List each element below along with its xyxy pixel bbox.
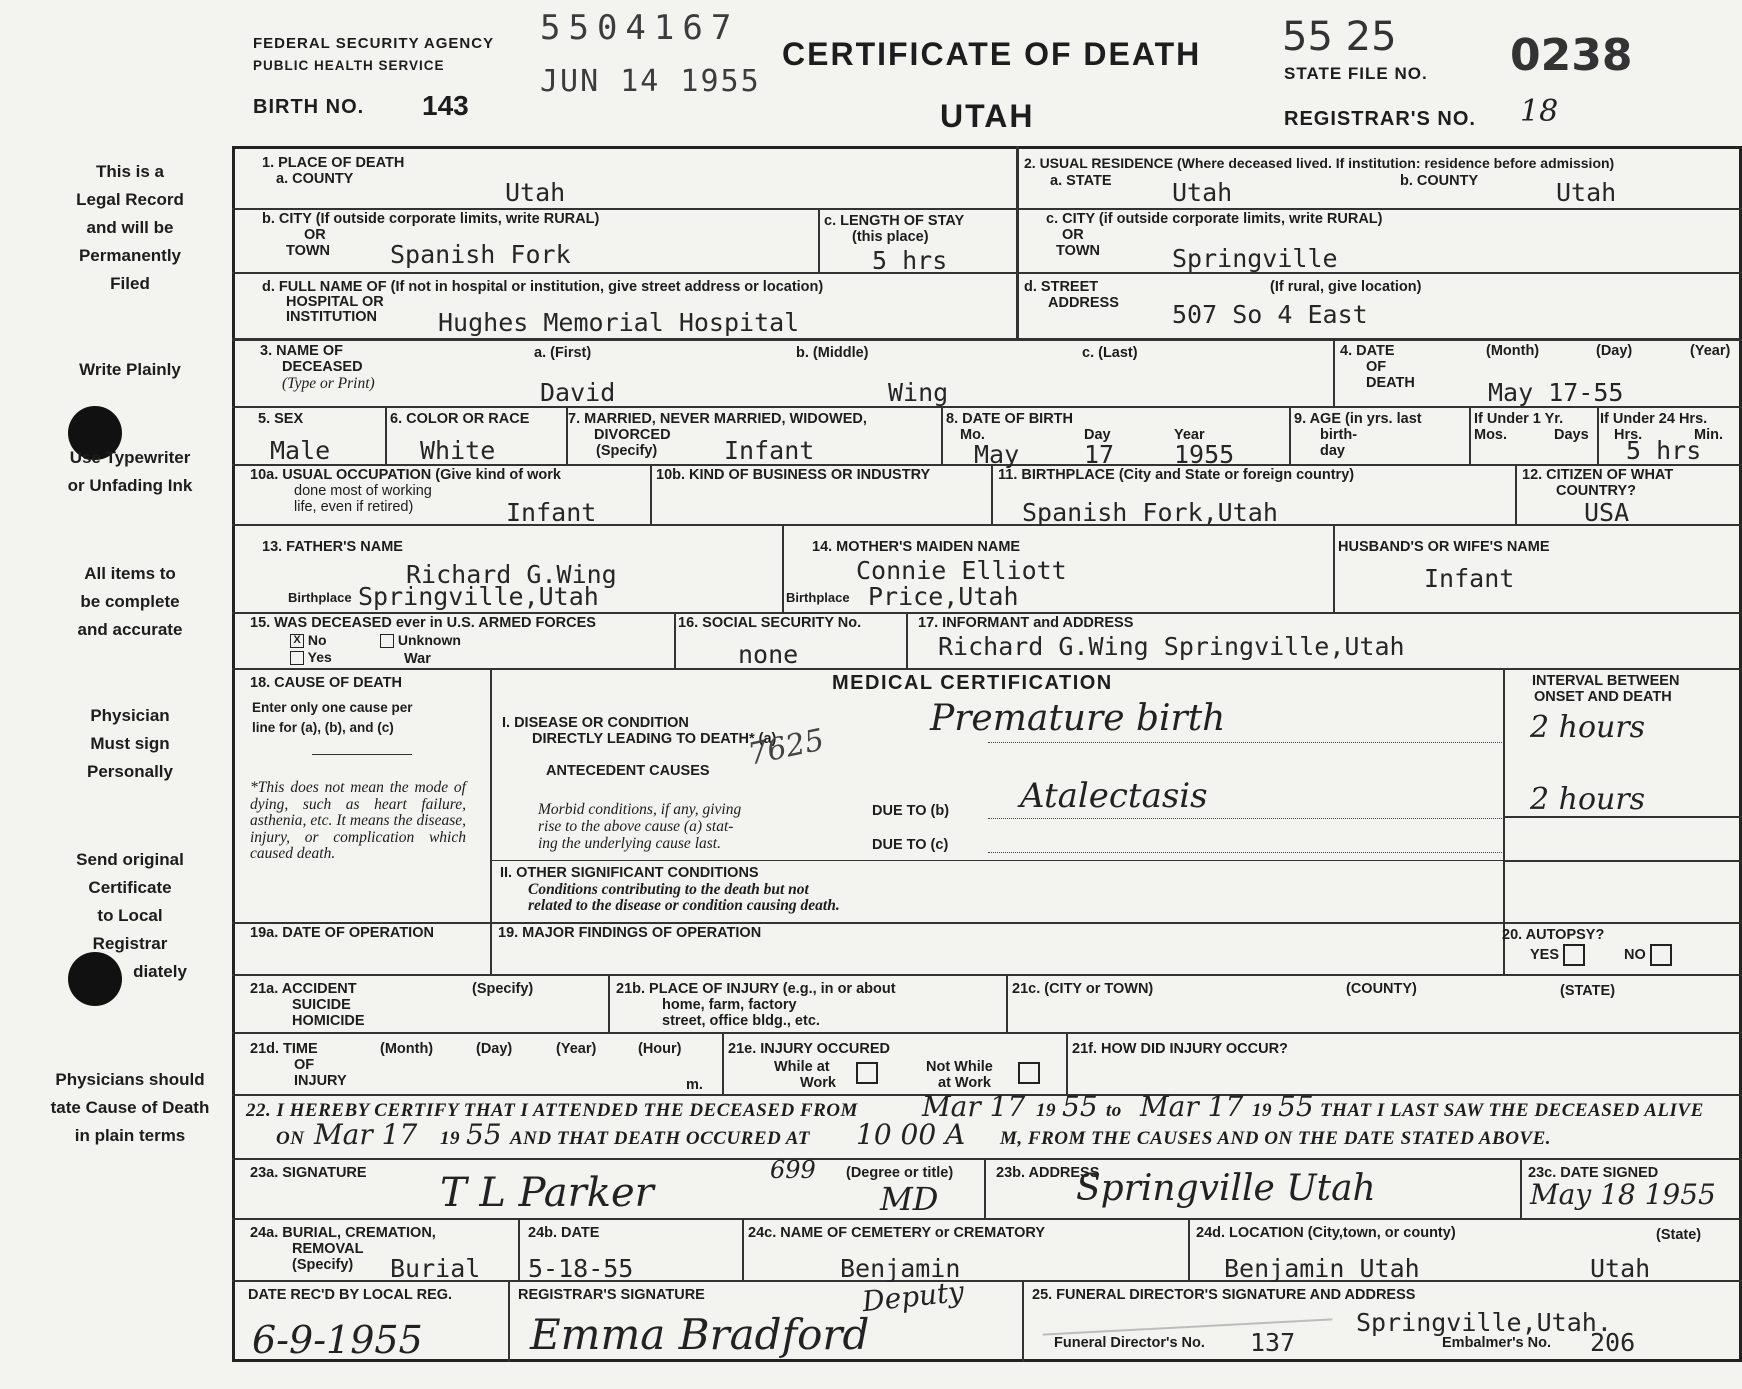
label-last: c. (Last) <box>1082 345 1138 361</box>
cert-statement-2: THAT I LAST SAW THE DECEASED ALIVE <box>1320 1100 1704 1121</box>
label-specify: (Specify) <box>596 443 658 459</box>
label-removal: REMOVAL <box>292 1241 364 1257</box>
label-marital: 7. MARRIED, NEVER MARRIED, WIDOWED, <box>568 411 867 427</box>
label-country: COUNTRY? <box>1556 483 1637 499</box>
service-name: PUBLIC HEALTH SERVICE <box>253 58 445 73</box>
sidebar-notice-physician <box>30 702 230 786</box>
label-or: OR <box>1062 227 1084 243</box>
date-received: 6-9-1955 <box>252 1318 423 1362</box>
cemetery: Benjamin <box>840 1254 961 1283</box>
sidebar-line: in plain terms <box>74 1126 186 1145</box>
label-disease-2: DIRECTLY LEADING TO DEATH* (a) <box>532 731 777 747</box>
label-day-word: day <box>1320 443 1345 459</box>
sidebar-line: and accurate <box>77 620 183 639</box>
label-deceased: DECEASED <box>282 359 363 375</box>
label-under-24-hrs: If Under 24 Hrs. <box>1600 411 1708 427</box>
label-social-security: 16. SOCIAL SECURITY No. <box>678 615 862 631</box>
dotted-line <box>988 818 1502 819</box>
cert-statement-4: M, FROM THE CAUSES AND ON THE DATE STATED ABOVE. <box>1000 1128 1552 1149</box>
label-occupation: 10a. USUAL OCCUPATION (Give kind of work <box>250 467 561 483</box>
signature-code: 699 <box>770 1156 816 1184</box>
physician-address: Springville Utah <box>1076 1168 1376 1209</box>
sidebar-line: Send original <box>76 850 184 869</box>
label-autopsy: 20. AUTOPSY? <box>1502 927 1605 943</box>
label-major-findings: 19. MAJOR FINDINGS OF OPERATION <box>498 925 762 941</box>
sidebar-line: or Unfading Ink <box>67 476 193 495</box>
label-divorced: DIVORCED <box>594 427 671 443</box>
label-injury-occured: 21e. INJURY OCCURED <box>728 1041 890 1057</box>
residence-state: Utah <box>1172 178 1233 207</box>
cert-on-year: 55 <box>466 1118 502 1151</box>
death-county: Utah <box>505 178 566 207</box>
father-birthplace: Springville,Utah <box>358 582 599 611</box>
label-name-of: 3. NAME OF <box>260 343 343 359</box>
label-length-of-stay: c. LENGTH OF STAY <box>824 213 965 229</box>
sidebar-line: All items to <box>84 564 176 583</box>
checkbox-unknown[interactable] <box>380 634 394 648</box>
label-hospital-or: HOSPITAL OR <box>286 294 384 310</box>
interval-a: 2 hours <box>1530 710 1646 745</box>
checkbox-yes[interactable] <box>290 651 304 665</box>
label-burial: 24a. BURIAL, CREMATION, <box>250 1225 436 1241</box>
sidebar-notice-send <box>30 846 230 986</box>
cert-19c: 19 <box>440 1128 460 1149</box>
label-registrar-signature: REGISTRAR'S SIGNATURE <box>518 1287 705 1303</box>
label-first: a. (First) <box>534 345 592 361</box>
armed-forces-yes <box>290 649 332 665</box>
label-line-abc: line for (a), (b), and (c) <box>252 720 394 735</box>
label-interval: INTERVAL BETWEEN <box>1532 673 1680 689</box>
sidebar-line: Certificate <box>88 878 172 897</box>
label-year: (Year) <box>1690 343 1731 359</box>
checkbox-autopsy-yes[interactable] <box>1563 944 1585 966</box>
label-place-of-death: 1. PLACE OF DEATH <box>262 155 405 171</box>
sidebar-notice-cause <box>20 1066 240 1150</box>
autopsy-no <box>1624 944 1672 966</box>
label-date: 4. DATE <box>1340 343 1395 359</box>
birth-no-label: BIRTH NO. <box>253 96 365 118</box>
occupation: Infant <box>506 498 597 527</box>
label-embalmer-no: Embalmer's No. <box>1442 1335 1552 1351</box>
label-homicide: HOMICIDE <box>292 1013 365 1029</box>
label-of: OF <box>1366 359 1387 375</box>
cemetery-state: Utah <box>1590 1254 1651 1283</box>
label-place-2: home, farm, factory <box>662 997 797 1013</box>
label-citizen: 12. CITIZEN OF WHAT <box>1522 467 1674 483</box>
label-no: No <box>307 632 327 648</box>
label-this-place: (this place) <box>852 229 929 245</box>
cert-statement-1: 22. I HEREBY CERTIFY THAT I ATTENDED THE DECEASED FROM <box>246 1100 858 1121</box>
sidebar-line: Permanently <box>78 246 182 265</box>
sidebar-line: Filed <box>110 274 150 293</box>
label-not-while: Not While <box>926 1059 993 1075</box>
cert-death-time: 10 00 A <box>856 1118 966 1151</box>
label-funeral-director-no: Funeral Director's No. <box>1054 1335 1205 1351</box>
sidebar-line: diately <box>133 962 187 981</box>
registrar-no: 18 <box>1520 94 1559 129</box>
funeral-director-no: 137 <box>1250 1328 1296 1357</box>
label-how-injury: 21f. HOW DID INJURY OCCUR? <box>1072 1041 1288 1057</box>
label-hours: Hrs. <box>1614 427 1643 443</box>
label-res-county: b. COUNTY <box>1400 173 1479 189</box>
social-security-no: none <box>738 640 799 669</box>
label-cemetery: 24c. NAME OF CEMETERY or CREMATORY <box>748 1225 1046 1241</box>
label-war: War <box>404 651 431 667</box>
label-town: TOWN <box>286 243 331 259</box>
length-of-stay: 5 hrs <box>872 246 948 275</box>
label-morbid-1: Morbid conditions, if any, giving <box>538 801 742 818</box>
label-work: Work <box>800 1075 836 1091</box>
cert-to: to <box>1106 1100 1122 1121</box>
registrar-no-label: REGISTRAR'S NO. <box>1284 108 1476 130</box>
sidebar-notice-complete <box>30 560 230 644</box>
label-place-of-injury: 21b. PLACE OF INJURY (e.g., in or about <box>616 981 896 997</box>
birth-day: 17 <box>1084 440 1115 469</box>
label-of: OF <box>294 1057 315 1073</box>
cert-on-date: Mar 17 <box>314 1118 418 1151</box>
label-day: (Day) <box>1596 343 1633 359</box>
checkbox-autopsy-no[interactable] <box>1650 944 1672 966</box>
label-date-received: DATE REC'D BY LOCAL REG. <box>248 1287 453 1303</box>
label-specify: (Specify) <box>292 1257 354 1273</box>
label-under-1-yr: If Under 1 Yr. <box>1474 411 1564 427</box>
label-time-of-injury: 21d. TIME <box>250 1041 318 1057</box>
sidebar-line: to Local <box>97 906 163 925</box>
marital-status: Infant <box>724 436 815 465</box>
deputy-mark: Deputy <box>860 1274 966 1319</box>
label-rural-location: (If rural, give location) <box>1270 279 1422 295</box>
label-days: Days <box>1554 427 1589 443</box>
spouse-name: Infant <box>1424 564 1515 593</box>
birth-no: 143 <box>422 90 469 121</box>
sidebar-line: This is a <box>95 162 165 181</box>
label-mother-birthplace: Birthplace <box>786 590 850 605</box>
label-color-race: 6. COLOR OR RACE <box>390 411 530 427</box>
label-degree-title: (Degree or title) <box>846 1165 954 1181</box>
label-father: 13. FATHER'S NAME <box>262 539 403 555</box>
physician-signature: T L Parker <box>440 1170 654 1216</box>
label-disease-1: I. DISEASE OR CONDITION <box>502 715 689 731</box>
label-type-or-print: (Type or Print) <box>282 375 375 392</box>
armed-forces-no <box>290 632 327 648</box>
citizenship: USA <box>1584 498 1630 527</box>
label-medical-certification: MEDICAL CERTIFICATION <box>832 672 1113 694</box>
label-address: ADDRESS <box>1048 295 1119 311</box>
cemetery-location: Benjamin Utah <box>1224 1254 1420 1283</box>
label-res-city: c. CITY (if outside corporate limits, write RURAL) <box>1046 211 1383 227</box>
divider <box>490 860 1503 861</box>
divider <box>312 754 412 755</box>
label-cause-of-death: 18. CAUSE OF DEATH <box>250 675 403 691</box>
sidebar-line: Must sign <box>90 734 170 753</box>
label-signature: 23a. SIGNATURE <box>250 1165 367 1181</box>
label-autopsy-no: NO <box>1624 946 1646 963</box>
dotted-line <box>988 742 1502 743</box>
sidebar-line: Legal Record <box>76 190 184 209</box>
state-file-no: 0238 <box>1510 30 1633 81</box>
label-minutes: Min. <box>1694 427 1723 443</box>
physician-title: MD <box>880 1180 939 1218</box>
registrar-signature: Emma Bradford <box>530 1310 870 1359</box>
label-injury-day: (Day) <box>476 1041 513 1057</box>
residence-county: Utah <box>1556 178 1617 207</box>
label-birth-year: Year <box>1174 427 1205 443</box>
burial-date: 5-18-55 <box>528 1254 634 1283</box>
label-birthplace: 11. BIRTHPLACE (City and State or foreign country) <box>998 467 1355 483</box>
label-address: 23b. ADDRESS <box>996 1165 1100 1181</box>
label-month: (Month) <box>1486 343 1540 359</box>
cause-code: 7625 <box>745 722 828 773</box>
label-date-signed: 23c. DATE SIGNED <box>1528 1165 1659 1181</box>
agency-name: FEDERAL SECURITY AGENCY <box>253 35 495 52</box>
hospital-name: Hughes Memorial Hospital <box>438 308 800 337</box>
residence-city: Springville <box>1172 244 1338 273</box>
label-other-3: related to the disease or condition causing death. <box>528 897 840 914</box>
label-town: TOWN <box>1056 243 1101 259</box>
label-age: 9. AGE (in yrs. last <box>1294 411 1422 427</box>
label-birth-mo: Mo. <box>960 427 985 443</box>
sidebar-line: Use Typewriter <box>69 448 191 467</box>
label-occupation-2: done most of working <box>294 483 432 499</box>
sidebar-notice-ink <box>30 444 230 500</box>
armed-forces-unknown <box>380 632 461 648</box>
label-at-work: at Work <box>938 1075 991 1091</box>
document-state: UTAH <box>940 98 1035 134</box>
sidebar-line: and will be <box>86 218 174 237</box>
mother-maiden-name: Connie Elliott <box>856 556 1067 585</box>
residence-street: 507 So 4 East <box>1172 300 1368 329</box>
label-other-2: Conditions contributing to the death but not <box>528 881 809 898</box>
label-burial-date: 24b. DATE <box>528 1225 600 1241</box>
age-hours: 5 hrs <box>1626 436 1702 465</box>
sidebar-write-plainly: Write Plainly <box>79 360 181 379</box>
label-county: a. COUNTY <box>276 171 354 187</box>
death-city: Spanish Fork <box>390 240 571 269</box>
label-suicide: SUICIDE <box>292 997 351 1013</box>
label-accident: 21a. ACCIDENT <box>250 981 357 997</box>
label-occupation-3: life, even if retired) <box>294 499 414 515</box>
date-signed: May 18 1955 <box>1530 1178 1716 1211</box>
birthplace: Spanish Fork,Utah <box>1022 498 1278 527</box>
checkbox-while-at-work[interactable] <box>856 1062 878 1084</box>
label-due-to-b: DUE TO (b) <box>872 803 950 819</box>
cert-from-date: Mar 17 <box>922 1090 1026 1123</box>
label-antecedent: ANTECEDENT CAUSES <box>546 763 710 779</box>
sidebar-line: Physician <box>90 706 170 725</box>
disposition: Burial <box>390 1254 481 1283</box>
label-injury: INJURY <box>294 1073 347 1089</box>
deceased-middle-name: Wing <box>888 378 949 407</box>
label-informant: 17. INFORMANT and ADDRESS <box>918 615 1134 631</box>
informant: Richard G.Wing Springville,Utah <box>938 632 1405 661</box>
label-m: m. <box>686 1077 703 1093</box>
funeral-director-address: Springville,Utah. <box>1356 1308 1612 1337</box>
label-onset: ONSET AND DEATH <box>1534 689 1672 705</box>
race: White <box>420 436 496 465</box>
label-while-at: While at <box>774 1059 830 1075</box>
father-name: Richard G.Wing <box>406 560 617 589</box>
cert-to-date: Mar 17 <box>1140 1090 1244 1123</box>
stamp-date: JUN 14 1955 <box>540 64 761 99</box>
label-birth-day: Day <box>1084 427 1111 443</box>
cause-a: Premature birth <box>930 698 1226 739</box>
label-funeral-director: 25. FUNERAL DIRECTOR'S SIGNATURE AND ADDRESS <box>1032 1287 1416 1303</box>
label-father-birthplace: Birthplace <box>288 590 352 605</box>
deceased-first-name: David <box>540 378 616 407</box>
checkbox-not-while-at-work[interactable] <box>1018 1062 1040 1084</box>
label-county-21c: (COUNTY) <box>1346 981 1417 997</box>
label-date-of-birth: 8. DATE OF BIRTH <box>946 411 1074 427</box>
label-injury-year: (Year) <box>556 1041 597 1057</box>
punch-hole <box>68 952 122 1006</box>
label-autopsy-yes: YES <box>1530 946 1560 963</box>
death-date: May 17-55 <box>1488 378 1624 407</box>
sidebar-line: tate Cause of Death <box>50 1098 210 1117</box>
label-one-cause: Enter only one cause per <box>252 700 413 715</box>
label-sex: 5. SEX <box>258 411 304 427</box>
sidebar-notice-legal <box>30 158 230 298</box>
label-date-of-operation: 19a. DATE OF OPERATION <box>250 925 434 941</box>
label-middle: b. (Middle) <box>796 345 869 361</box>
birth-year: 1955 <box>1174 440 1235 469</box>
label-city-town: 21c. (CITY or TOWN) <box>1012 981 1154 997</box>
label-unknown: Unknown <box>397 632 461 648</box>
cert-to-year: 55 <box>1278 1090 1314 1123</box>
label-city: b. CITY (If outside corporate limits, write RURAL) <box>262 211 600 227</box>
state-file-label: STATE FILE NO. <box>1284 64 1428 83</box>
state-file-code: 55 25 <box>1282 14 1397 60</box>
cert-statement-3: AND THAT DEATH OCCURED AT <box>510 1128 811 1149</box>
stamp-number: 5504167 <box>540 8 740 48</box>
label-location-state: (State) <box>1656 1227 1702 1243</box>
label-months: Mos. <box>1474 427 1508 443</box>
sidebar-line: be complete <box>80 592 180 611</box>
cause-b: Atalectasis <box>1020 776 1208 816</box>
note-cause-definition: *This does not mean the mode of dying, such as heart failure, asthenia, etc. It means the disease, injury, or complication which caused death. <box>250 779 466 862</box>
label-yes: Yes <box>307 649 332 665</box>
label-due-to-c: DUE TO (c) <box>872 837 949 853</box>
label-specify: (Specify) <box>472 981 534 997</box>
label-armed-forces: 15. WAS DECEASED ever in U.S. ARMED FORCES <box>250 615 596 631</box>
label-state-21c: (STATE) <box>1560 983 1616 999</box>
birth-month: May <box>974 440 1020 469</box>
label-institution: INSTITUTION <box>286 309 378 325</box>
label-business: 10b. KIND OF BUSINESS OR INDUSTRY <box>656 467 931 483</box>
label-spouse: HUSBAND'S OR WIFE'S NAME <box>1338 539 1550 555</box>
sidebar-line: Physicians should <box>55 1070 205 1089</box>
label-usual-residence: 2. USUAL RESIDENCE (Where deceased lived. If institution: residence before admission) <box>1024 155 1615 171</box>
mother-birthplace: Price,Utah <box>868 582 1019 611</box>
label-morbid-2: rise to the above cause (a) stat- <box>538 818 734 835</box>
label-morbid-3: ing the underlying cause last. <box>538 835 721 852</box>
cert-on: ON <box>276 1128 305 1149</box>
label-birthday: birth- <box>1320 427 1358 443</box>
label-mother: 14. MOTHER'S MAIDEN NAME <box>812 539 1021 555</box>
interval-b: 2 hours <box>1530 782 1646 817</box>
cert-19b: 19 <box>1252 1100 1272 1121</box>
sidebar-line: Personally <box>87 762 173 781</box>
label-res-state: a. STATE <box>1050 173 1112 189</box>
label-full-name-of: d. FULL NAME OF (If not in hospital or institution, give street address or location) <box>262 279 824 295</box>
label-injury-month: (Month) <box>380 1041 434 1057</box>
checkbox-no-checked[interactable]: X <box>290 634 304 648</box>
dotted-line <box>988 852 1502 853</box>
label-death: DEATH <box>1366 375 1415 391</box>
label-place-3: street, office bldg., etc. <box>662 1013 820 1029</box>
label-location: 24d. LOCATION (City,town, or county) <box>1196 1225 1456 1241</box>
cert-from-year: 55 <box>1062 1090 1098 1123</box>
label-other-conditions: II. OTHER SIGNIFICANT CONDITIONS <box>500 865 759 881</box>
label-or: OR <box>304 227 326 243</box>
cert-19a: 19 <box>1036 1100 1056 1121</box>
document-title: CERTIFICATE OF DEATH <box>782 36 1202 72</box>
label-injury-hour: (Hour) <box>638 1041 682 1057</box>
sidebar-line: Registrar <box>92 934 168 953</box>
autopsy-yes <box>1530 944 1585 966</box>
label-street: d. STREET <box>1024 279 1099 295</box>
sex: Male <box>270 436 331 465</box>
embalmer-no: 206 <box>1590 1328 1636 1357</box>
